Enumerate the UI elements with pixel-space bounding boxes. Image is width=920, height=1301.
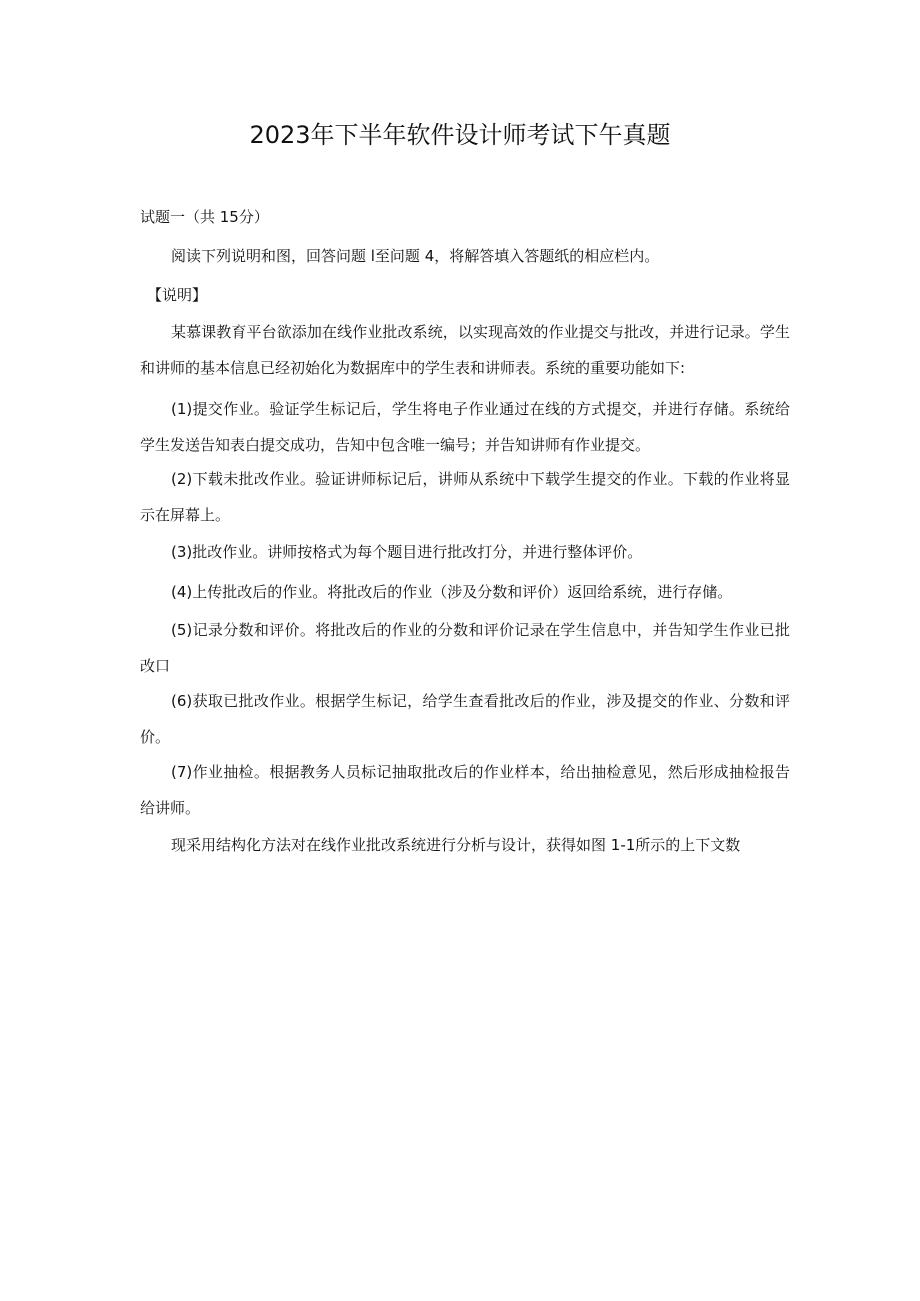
question-heading: 试题一（共 15分） xyxy=(140,208,269,226)
function-item-6: (6)获取已批改作业。根据学生标记，给学生查看批改后的作业，涉及提交的作业、分数和评价。 xyxy=(140,692,790,746)
closing-paragraph: 现采用结构化方法对在线作业批改系统进行分析与设计，获得如图 1-1所示的上下文数 xyxy=(171,836,741,854)
function-item-3: (3)批改作业。讲师按格式为每个题目进行批改打分，并进行整体评价。 xyxy=(171,543,643,561)
intro-paragraph: 某慕课教育平台欲添加在线作业批改系统，以实现高效的作业提交与批改，并进行记录。学生和讲师的基本信息已经初始化为数据库中的学生表和讲师表。系统的重要功能如下: xyxy=(140,323,790,377)
function-item-4: (4)上传批改后的作业。将批改后的作业（涉及分数和评价）返回给系统，进行存储。 xyxy=(171,583,733,601)
function-item-2: (2)下载未批改作业。验证讲师标记后，讲师从系统中下载学生提交的作业。下载的作业将显示在屏幕上。 xyxy=(140,470,790,524)
function-item-7: (7)作业抽检。根据教务人员标记抽取批改后的作业样本，给出抽检意见，然后形成抽检报告给讲师。 xyxy=(140,763,790,817)
instruction-text: 阅读下列说明和图，回答问题 l至问题 4，将解答填入答题纸的相应栏内。 xyxy=(171,247,660,265)
function-item-1: (1)提交作业。验证学生标记后，学生将电子作业通过在线的方式提交，并进行存储。系统给学生发送告知表白提交成功，告知中包含唯一编号；并告知讲师有作业提交。 xyxy=(140,400,790,454)
page-title: 2023年下半年软件设计师考试下午真题 xyxy=(249,121,671,149)
function-item-5: (5)记录分数和评价。将批改后的作业的分数和评价记录在学生信息中，并告知学生作业已批改口 xyxy=(140,621,790,675)
description-label: 【说明】 xyxy=(147,286,208,304)
